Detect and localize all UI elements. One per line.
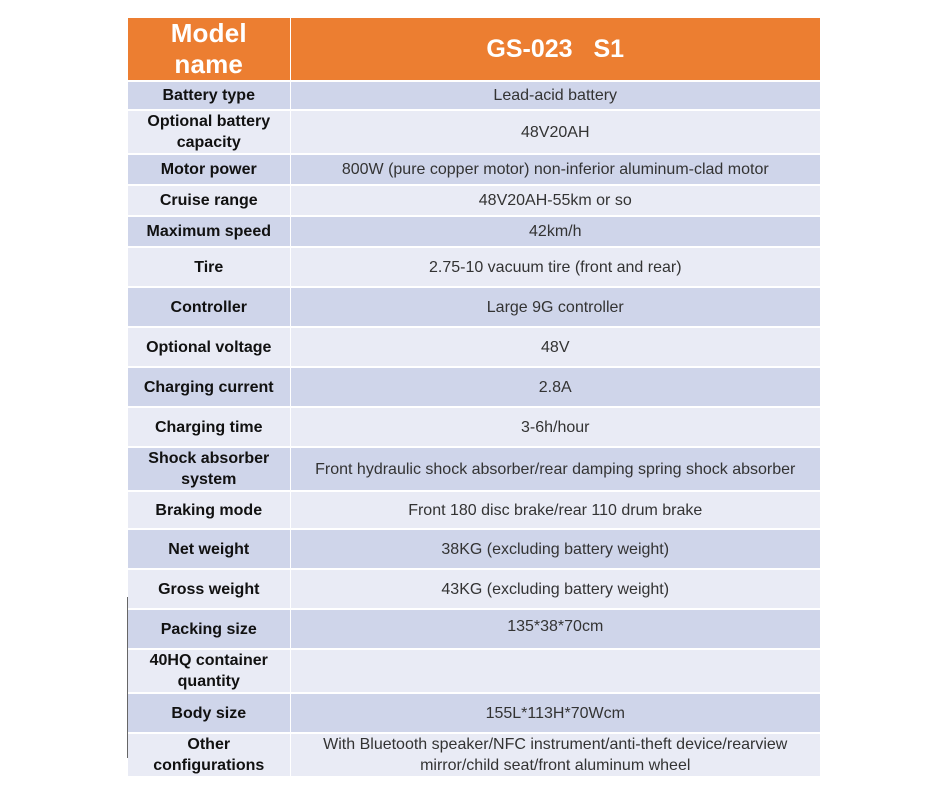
row-value: Front hydraulic shock absorber/rear damping spring shock absorber <box>290 447 820 491</box>
table-row <box>128 733 820 777</box>
spec-table <box>128 18 820 778</box>
row-value: 48V <box>290 327 820 367</box>
row-label: Optional voltage <box>128 327 290 367</box>
row-label: Motor power <box>128 154 290 185</box>
table-row <box>128 693 820 733</box>
table-row <box>128 491 820 529</box>
table-row <box>128 407 820 447</box>
table-row <box>128 185 820 216</box>
table-row <box>128 110 820 154</box>
table-row <box>128 569 820 609</box>
row-label: Optional battery capacity <box>128 110 290 154</box>
model-name-value: GS-023 S1 <box>290 18 820 81</box>
table-row <box>128 649 820 693</box>
row-label: Body size <box>128 693 290 733</box>
table-row <box>128 154 820 185</box>
row-label: Gross weight <box>128 569 290 609</box>
table-row <box>128 287 820 327</box>
table-row <box>128 447 820 491</box>
row-label: Braking mode <box>128 491 290 529</box>
table-row <box>128 247 820 287</box>
table-row <box>128 609 820 649</box>
row-value: Large 9G controller <box>290 287 820 327</box>
row-label: Battery type <box>128 81 290 110</box>
row-value: With Bluetooth speaker/NFC instrument/anti-theft device/rearview mirror/child seat/front aluminum wheel <box>290 733 820 777</box>
table-row <box>128 216 820 247</box>
row-label: Charging time <box>128 407 290 447</box>
row-value: 38KG (excluding battery weight) <box>290 529 820 569</box>
row-value: 48V20AH <box>290 110 820 154</box>
table-row <box>128 367 820 407</box>
row-label: 40HQ container quantity <box>128 649 290 693</box>
table-header-row <box>128 18 820 81</box>
row-value: Lead-acid battery <box>290 81 820 110</box>
row-value: 42km/h <box>290 216 820 247</box>
table-left-edge-line <box>127 597 128 758</box>
row-label: Cruise range <box>128 185 290 216</box>
row-value: 2.75-10 vacuum tire (front and rear) <box>290 247 820 287</box>
row-value: 3-6h/hour <box>290 407 820 447</box>
row-value: Front 180 disc brake/rear 110 drum brake <box>290 491 820 529</box>
row-label: Shock absorber system <box>128 447 290 491</box>
table-row <box>128 81 820 110</box>
row-label: Tire <box>128 247 290 287</box>
table-row <box>128 327 820 367</box>
model-name-label: Model name <box>128 18 290 81</box>
row-label: Other configurations <box>128 733 290 777</box>
row-value: 2.8A <box>290 367 820 407</box>
row-label: Controller <box>128 287 290 327</box>
row-label: Maximum speed <box>128 216 290 247</box>
row-value: 43KG (excluding battery weight) <box>290 569 820 609</box>
row-label: Net weight <box>128 529 290 569</box>
row-value: 800W (pure copper motor) non-inferior aluminum-clad motor <box>290 154 820 185</box>
row-label: Packing size <box>128 609 290 649</box>
row-value <box>290 649 820 693</box>
row-value: 48V20AH-55km or so <box>290 185 820 216</box>
row-value: 135*38*70cm <box>290 609 820 649</box>
row-label: Charging current <box>128 367 290 407</box>
table-row <box>128 529 820 569</box>
row-value: 155L*113H*70Wcm <box>290 693 820 733</box>
